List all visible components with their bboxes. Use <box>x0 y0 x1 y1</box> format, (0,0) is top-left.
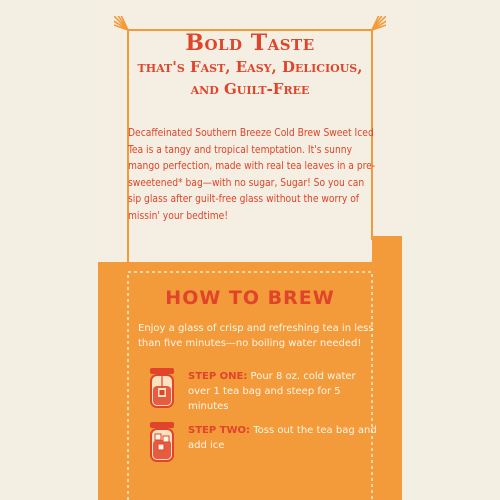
step-one <box>146 366 376 410</box>
product-info-panel <box>98 0 402 500</box>
headline <box>98 30 402 100</box>
step-one-text <box>188 369 378 414</box>
tea-jar-with-ice-icon <box>146 420 178 464</box>
headline-line-1: Bold Taste <box>185 30 315 56</box>
step-two-text <box>188 423 378 453</box>
headline-line-3: and Guilt-Free <box>190 80 310 98</box>
how-to-brew-title: HOW TO BREW <box>165 287 335 309</box>
tea-jar-with-bag-icon <box>146 366 178 410</box>
step-one-label: STEP ONE: <box>188 371 248 382</box>
how-to-brew-intro: Enjoy a glass of crisp and refreshing tea in less than five minutes—no boiling water needed! <box>138 323 374 349</box>
orange-tab <box>372 236 402 262</box>
headline-line-2: that's Fast, Easy, Delicious, <box>137 58 363 76</box>
step-two-label: STEP TWO: <box>188 425 251 436</box>
step-two <box>146 420 376 464</box>
product-description: Decaffeinated Southern Breeze Cold Brew Sweet Iced Tea is a tangy and tropical temptation. It's sunny mango perfection, made with real tea leaves in a pre-sweetened* bag—with no sugar, Sugar! So you can sip glass after guilt-free glass without the worry of missin' your bedtime! <box>128 128 376 222</box>
step-one-instruction: Pour 8 oz. cold water over 1 tea bag and steep for 5 minutes <box>188 371 356 412</box>
step-two-instruction: Toss out the tea bag and add ice <box>188 425 377 451</box>
